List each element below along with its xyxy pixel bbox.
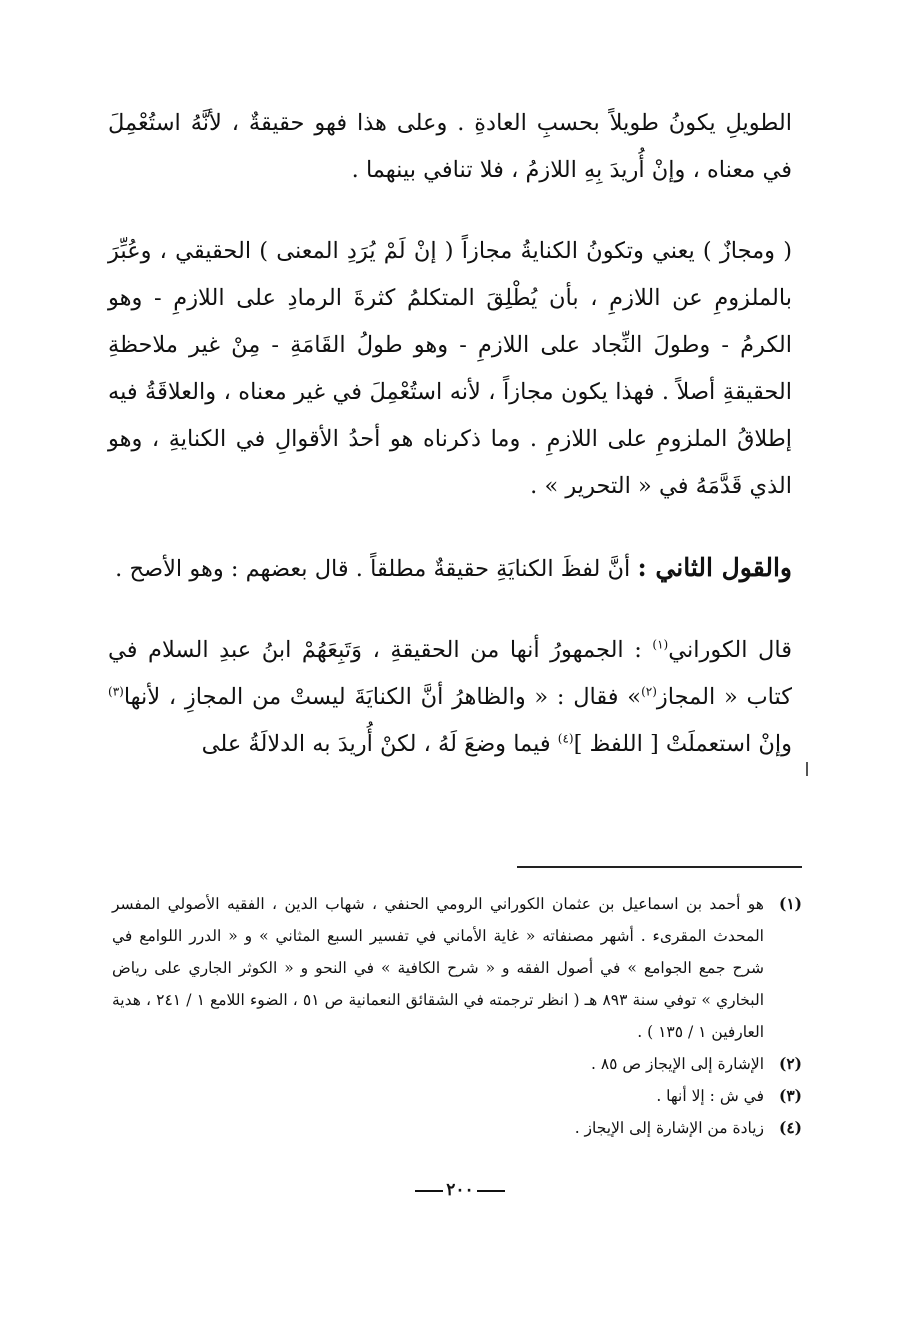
footnotes — [112, 888, 802, 1144]
footnote-ref: (١) — [652, 637, 669, 652]
footnote — [112, 888, 802, 1048]
page-number — [0, 1180, 920, 1200]
footnote-ref: (٢) — [641, 684, 657, 699]
kurani-text: : الجمهورُ أنها من الحقيقةِ ، وَتَبِعَهُمْ ابنُ عبدِ السلام في كتاب « المجاز — [108, 637, 793, 710]
footnote — [112, 1080, 802, 1112]
main-text — [108, 100, 792, 768]
second-view-text: أنَّ لفظَ الكنايَةِ حقيقةٌ مطلقاً . قال بعضهم : وهو الأصح . — [115, 556, 638, 582]
footnote-separator — [517, 866, 802, 868]
kurani-text: » فقال : « والظاهرُ أنَّ الكنايَةَ ليستْ من المجازِ ، لأنها — [123, 684, 642, 710]
footnote-ref: (٣) — [108, 684, 124, 699]
footnote-number: (٣) — [778, 1086, 802, 1105]
footnote-text: الإشارة إلى الإيجاز ص ٨٥ . — [590, 1055, 764, 1073]
page-number-dash — [415, 1190, 443, 1192]
footnote-text: هو أحمد بن اسماعيل بن عثمان الكوراني الرومي الحنفي ، شهاب الدين ، الفقيه الأصولي المفسر المحدث المقرىء . أشهر مصنفاته « غاية الأماني في تفسير السبع المثاني » و « الدرر اللوامع في شرح جمع الجوامع » في أصول الفقه و « شرح الكافية » في النحو و « الكوثر الجاري على رياض البخاري » توفي سنة ٨٩٣ هـ ( انظر ترجمته في الشقائق النعمانية ص ٥١ ، الضوء اللامع ١ / ٢٤١ ، هدية العارفين ١ / ١٣٥ ) . — [112, 895, 765, 1041]
kurani-text: وإنْ استعملَتْ [ اللفظ ] — [573, 731, 792, 757]
footnote — [112, 1112, 802, 1144]
footnote-number: (٢) — [778, 1054, 802, 1073]
paragraph-kurani — [108, 627, 792, 768]
footnote-number: (١) — [778, 894, 802, 913]
footnote-number: (٤) — [778, 1118, 802, 1137]
paragraph: الطويلِ يكونُ طويلاً بحسبِ العادةِ . وعلى هذا فهو حقيقةٌ ، لأنَّهُ استُعْمِلَ في معناه ، وإنْ أُريدَ بِهِ اللازمُ ، فلا تنافي بينهما . — [108, 110, 792, 183]
footnote-text: زيادة من الإشارة إلى الإيجاز . — [574, 1119, 764, 1137]
paragraph-second-view — [108, 544, 792, 593]
footnote — [112, 1048, 802, 1080]
paragraph: ( ومجازٌ ) يعني وتكونُ الكنايةُ مجازاً ( إنْ لَمْ يُرَدِ المعنى ) الحقيقي ، وعُبِّرَ بالملزومِ عن اللازمِ ، بأن يُطْلِقَ المتكلمُ كثرةَ الرمادِ على اللازمِ - وهو الكرمُ - وطولَ النِّجاد على اللازمِ - وهو طولُ القَامَةِ - مِنْ غير ملاحظةِ الحقيقةِ أصلاً . فهذا يكون مجازاً ، لأنه استُعْمِلَ في غير معناه ، والعلاقَةُ فيه إطلاقُ الملزومِ على اللازمِ . وما ذكرناه هو أحدُ الأقوالِ في الكنايةِ ، وهو الذي قَدَّمَهُ في « التحرير » . — [108, 238, 792, 499]
kurani-text: فيما وضعَ لَهُ ، لكنْ أُريدَ به الدلالَةُ على — [201, 731, 558, 757]
footnote-ref: (٤) — [557, 731, 574, 746]
page-number-dash — [477, 1190, 505, 1192]
page-number-value: ٢٠٠ — [446, 1180, 474, 1200]
footnote-text: في ش : إلا أنها . — [656, 1087, 764, 1105]
second-view-heading: والقول الثاني : — [637, 553, 792, 582]
kurani-text: قال الكوراني — [668, 637, 792, 663]
margin-mark — [806, 762, 808, 776]
